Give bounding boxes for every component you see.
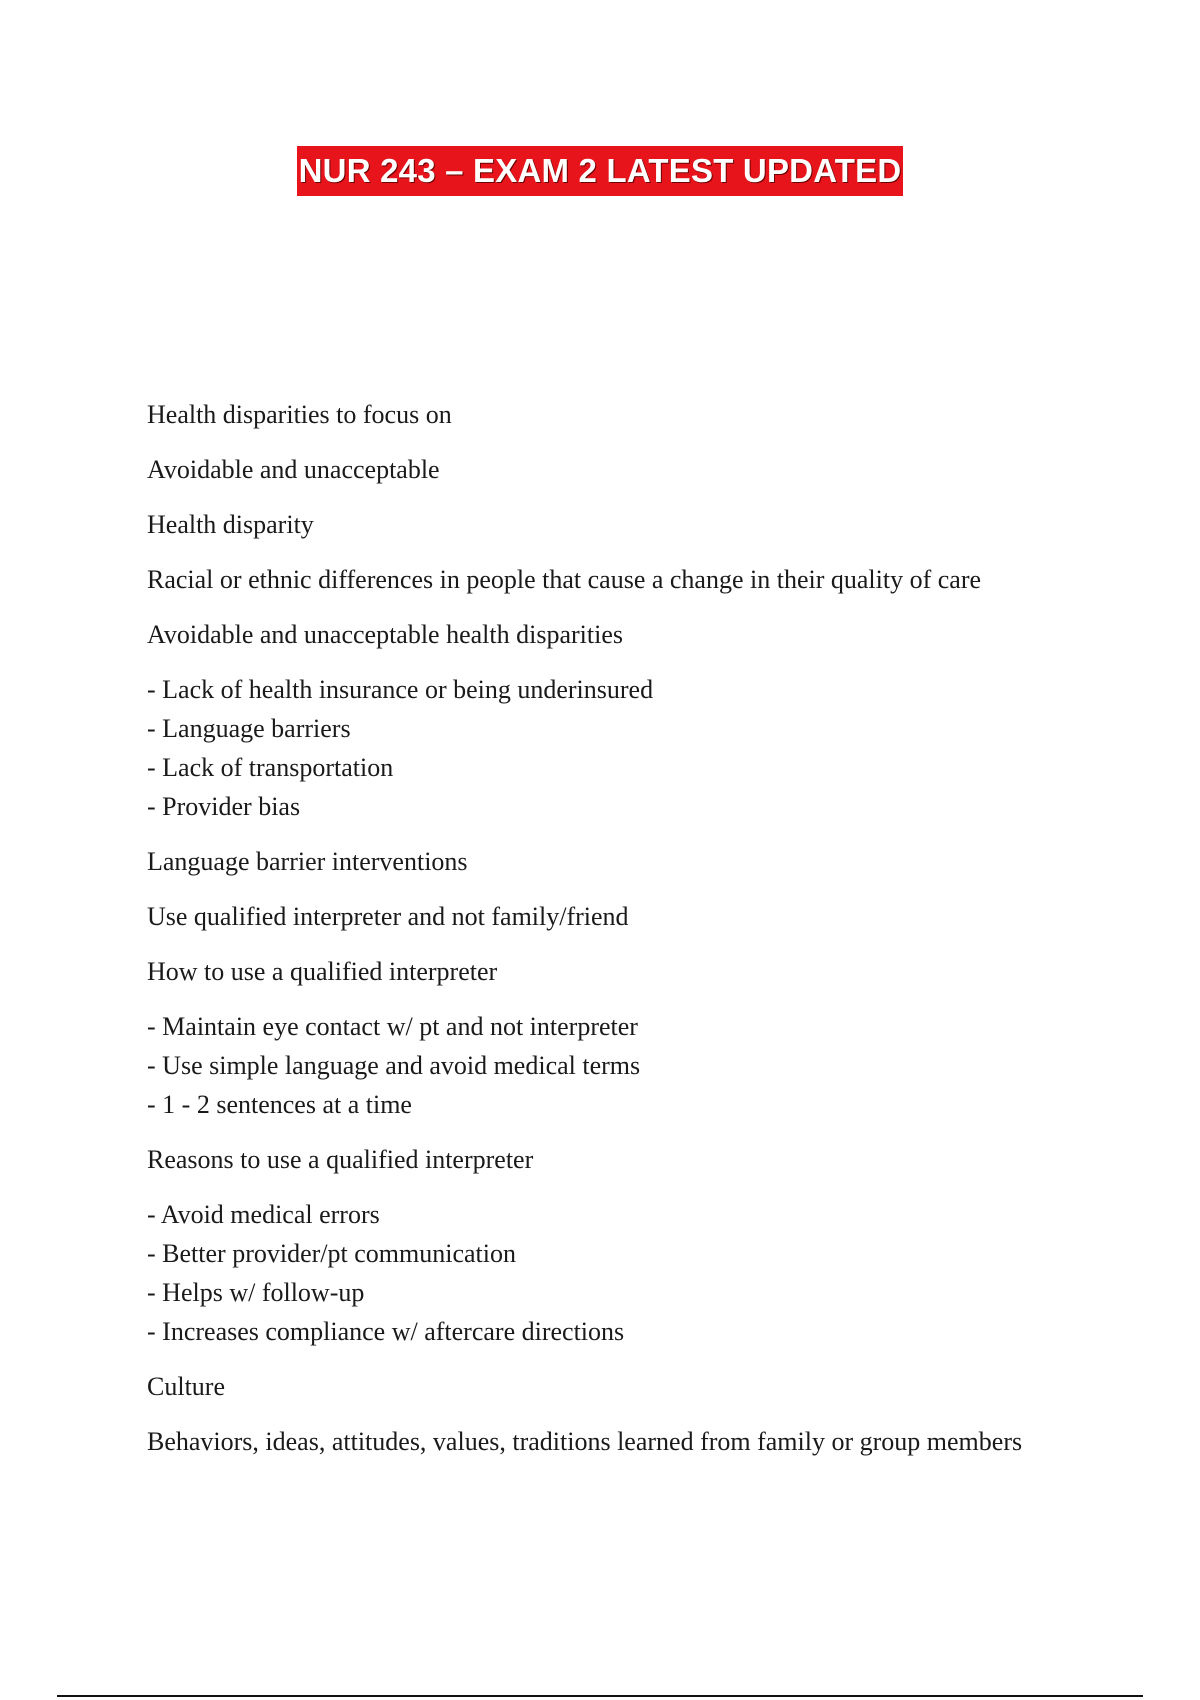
list-item: - Maintain eye contact w/ pt and not interpreter: [147, 1007, 1107, 1046]
list-item: - Lack of health insurance or being underinsured: [147, 670, 1107, 709]
paragraph: Health disparities to focus on: [147, 400, 452, 429]
paragraph: Avoidable and unacceptable: [147, 455, 440, 484]
list-item: - Better provider/pt communication: [147, 1234, 1107, 1273]
paragraph: Use qualified interpreter and not family/friend: [147, 902, 629, 931]
title-banner: [0, 146, 1200, 196]
document-title: NUR 243 – EXAM 2 LATEST UPDATED: [297, 146, 904, 196]
list-item: - Increases compliance w/ aftercare directions: [147, 1312, 1107, 1351]
footer-divider: [57, 1695, 1143, 1697]
paragraph: Reasons to use a qualified interpreter: [147, 1145, 534, 1174]
paragraph: Racial or ethnic differences in people that cause a change in their quality of care: [147, 565, 982, 594]
paragraph: Health disparity: [147, 510, 314, 539]
bullet-list: [147, 670, 1107, 826]
document-body: [147, 395, 1107, 1477]
list-item: - Lack of transportation: [147, 748, 1107, 787]
paragraph: How to use a qualified interpreter: [147, 957, 498, 986]
list-item: - Helps w/ follow-up: [147, 1273, 1107, 1312]
list-item: - Language barriers: [147, 709, 1107, 748]
list-item: - Use simple language and avoid medical terms: [147, 1046, 1107, 1085]
paragraph: Avoidable and unacceptable health disparities: [147, 620, 623, 649]
bullet-list: [147, 1195, 1107, 1351]
paragraph: Culture: [147, 1372, 225, 1401]
paragraph: Behaviors, ideas, attitudes, values, traditions learned from family or group members: [147, 1427, 1023, 1456]
paragraph: Language barrier interventions: [147, 847, 468, 876]
list-item: - Provider bias: [147, 787, 1107, 826]
bullet-list: [147, 1007, 1107, 1124]
list-item: - 1 - 2 sentences at a time: [147, 1085, 1107, 1124]
list-item: - Avoid medical errors: [147, 1195, 1107, 1234]
